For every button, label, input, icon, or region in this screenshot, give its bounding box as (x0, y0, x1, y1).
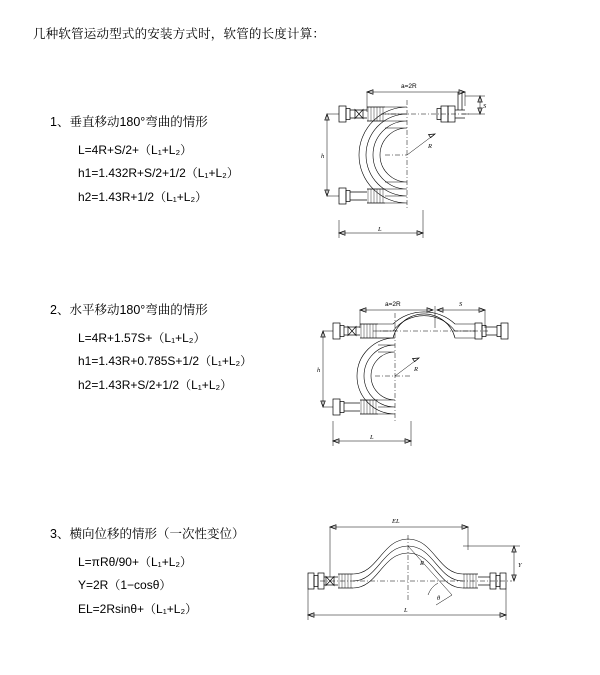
svg-text:L: L (370, 434, 374, 441)
svg-text:L: L (404, 607, 408, 614)
figure-3-lateral-offset (300, 505, 550, 645)
svg-text:Y: Y (518, 562, 522, 569)
section-2-formula-1: L=4R+1.57S+（L₁+L₂） (78, 331, 206, 345)
svg-text:R: R (414, 366, 418, 373)
section-3-formula-1: L=πRθ/90+（L₁+L₂） (78, 555, 193, 569)
svg-text:a=2R: a=2R (385, 301, 401, 308)
page-title: 几种软管运动型式的安装方式时，软管的长度计算： (33, 27, 326, 41)
svg-text:R: R (420, 560, 424, 567)
section-3-title: 3、横向位移的情形（一次性变位） (50, 527, 245, 541)
svg-text:EL: EL (392, 518, 400, 525)
figure-1-vertical-180 (315, 70, 555, 270)
section-2-formula-2: h1=1.43R+0.785S+1/2（L₁+L₂） (78, 354, 253, 369)
svg-text:h: h (321, 153, 325, 160)
figure-2-horizontal-180 (315, 288, 555, 468)
section-1-title: 1、垂直移动180°弯曲的情形 (50, 115, 208, 129)
svg-text:a=2R: a=2R (401, 83, 417, 90)
svg-text:θ: θ (437, 595, 441, 602)
section-2-text (50, 300, 252, 397)
section-1-formula-2: h1=1.432R+S/2+1/2（L₁+L₂） (78, 166, 239, 181)
section-1-formula-1: L=4R+S/2+（L₁+L₂） (78, 143, 193, 157)
section-2-title: 2、水平移动180°弯曲的情形 (50, 303, 208, 317)
svg-text:S: S (483, 103, 487, 110)
svg-text:R: R (428, 143, 432, 150)
section-3-text (50, 524, 244, 621)
svg-text:L: L (378, 226, 382, 233)
section-1-text (50, 112, 239, 209)
section-1-formula-3: h2=1.43R+1/2（L₁+L₂） (78, 189, 208, 204)
section-3-formula-2: Y=2R（1−cosθ） (78, 578, 172, 593)
section-2-formula-3: h2=1.43R+S/2+1/2（L₁+L₂） (78, 377, 233, 392)
svg-text:S: S (459, 301, 463, 308)
svg-text:h: h (317, 367, 321, 374)
section-3-formula-3: EL=2Rsinθ+（L₁+L₂） (78, 601, 198, 616)
